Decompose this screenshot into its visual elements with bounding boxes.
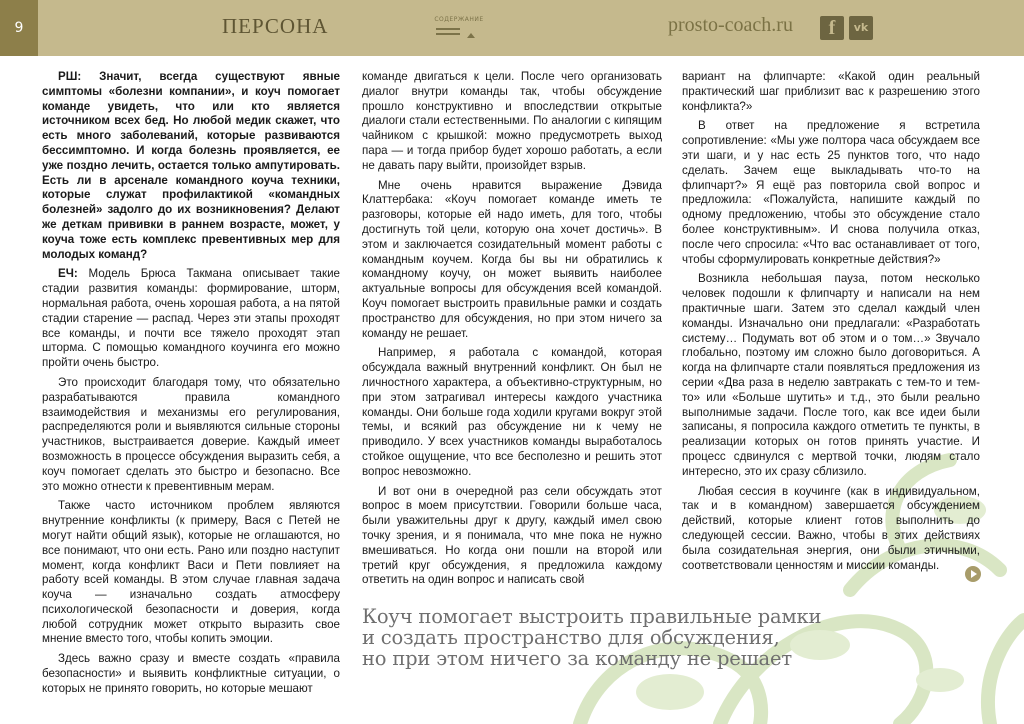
paragraph: Любая сессия в коучинге (как в индивидуальном, так и в командном) завершается обсуждением действий, которые клиент готов выполнить до следующей сессии. Важно, чтобы в этих действиях была созидательная энергия, они были этичными, соответствовали ценностям и миссии команды. (682, 484, 980, 572)
pull-quote-line: но при этом ничего за команду не решает (362, 647, 792, 670)
paragraph: Также часто источником проблем являются внутренние конфликты (к примеру, Вася с Петей не могут найти общий язык), которые не оглашаются, но все понимают, что они есть. Рано или поздно наступит момент, когда конфликт Васи и Пети повлияет на работу всей команды. В этом случае главная задача коуча — изначально создать атмосферу психологической безопасности и доверия, когда любой сотрудник может открыто выразить свое мнение вместо того, чтобы копить эмоции. (42, 499, 340, 646)
menu-icon (436, 28, 460, 35)
column-3 (682, 70, 980, 600)
answer-text: Модель Брюса Такмана описывает такие стадии развития команды: формирование, шторм, нормальная работа, очень хорошая работа, а на пятой стадии старение — распад. Через эти этапы проходят все команды, и почти все тяжело проходят этап шторма. С помощью командного коучинга его можно пройти очень быстро. (42, 267, 340, 370)
header-bar (0, 0, 1024, 56)
pull-quote (362, 606, 922, 669)
paragraph: Здесь важно сразу и вместе создать «правила безопасности» и выявить конфликтные ситуации, о которых не принято говорить, но которые мешают (42, 652, 340, 695)
pull-quote-line: Коуч помогает выстроить правильные рамки (362, 605, 822, 628)
facebook-icon[interactable]: f (820, 16, 844, 40)
speaker-label: ЕЧ: (58, 267, 78, 281)
interview-question (42, 70, 340, 262)
site-link[interactable]: prosto-coach.ru (668, 14, 793, 36)
page-number: 9 (0, 0, 38, 56)
paragraph: В ответ на предложение я встретила сопротивление: «Мы уже полтора часа обсуждаем все эти шаги, и у нас есть 25 пунктов того, что надо сделать. Зачем еще выкладывать что-то на флипчарт?» Я ещё раз повторила свой вопрос и предложила: «Пожалуйста, напишите каждый по одному предложению, чтобы это обсуждение стало более конструктивным». И снова получила отказ, после чего спросила: «Что вас останавливает от того, чтобы сформулировать конкретные действия?» (682, 119, 980, 266)
paragraph: вариант на флипчарте: «Какой один реальный практический шаг приблизит вас к разрешению этого конфликта?» (682, 70, 980, 113)
column-2 (362, 70, 662, 590)
section-title: ПЕРСОНА (222, 14, 329, 38)
interview-answer (42, 267, 340, 371)
toc-label: СОДЕРЖАНИЕ (434, 16, 484, 23)
speaker-label: РШ: (58, 70, 82, 83)
pull-quote-line: и создать пространство для обсуждения, (362, 626, 780, 649)
arrow-up-icon (467, 33, 475, 38)
next-page-icon[interactable] (965, 566, 981, 582)
question-text: Значит, всегда существуют явные симптомы «болезни компании», и коуч помогает команде увидеть, что или кто является источником всех бед. Но любой медик скажет, что есть много заболеваний, которые развиваются бессимптомно. И когда болезнь проявляется, ее уже поздно лечить, остается только ампутировать. Есть ли в арсенале командного коуча техники, которые служат профилактикой «командных болезней» задолго до их возникновения? Делают же деткам прививки в раннем возрасте, может, у коуча тоже есть комплекс превентивных мер для молодых команд? (42, 70, 340, 261)
paragraph: И вот они в очередной раз сели обсуждать этот вопрос в моем присутствии. Говорили больше часа, были уважительны друг к другу, каждый имел свою точку зрения, и я понимала, что мне пока не нужно вмешиваться. Но когда они пошли на второй или третий круг обсуждения, я предложила каждому ответить на один вопрос и написать свой (362, 484, 662, 587)
vk-icon[interactable]: vk (849, 16, 873, 40)
column-1 (42, 70, 340, 715)
paragraph: Мне очень нравится выражение Дэвида Клаттербака: «Коуч помогает команде иметь те разговоры, которые ей надо иметь, для того, чтобы достигнуть той цели, которую она хочет достичь». В этом и заключается созидательный момент работы с командным коучем. Когда бы вы ни обратились к командному коучу, он может выявить наиболее актуальные вопросы для обсуждения всей командой. Коуч помогает выстроить правильные рамки и создать пространство для обсуждения, но при этом ничего за команду не решает. (362, 178, 662, 340)
toc-button[interactable] (432, 16, 486, 38)
paragraph: команде двигаться к цели. После чего организовать диалог внутри команды так, чтобы обсуждение прошло конструктивно и впоследствии открытые диалоги стали естественными. По аналогии с кипящим чайником с крышкой: можно предусмотреть выход пара — и тогда прибор будет хорошо работать, а если не давать пару выйти, произойдет взрыв. (362, 70, 662, 172)
paragraph: Возникла небольшая пауза, потом несколько человек подошли к флипчарту и написали на нем практичные шаги. Затем это сделал каждый член команды. Изначально они предлагали: «Разработать систему… Подумать вот об этом и о том…» Звучало глобально, поэтому им сложно было договориться. А когда на флипчарте стали появляться предложения из серии «Два раза в неделю завтракать с тем-то и тем-то» или «Больше шутить» и т.д., это были реально выполнимые задачи. После того, как все идеи были записаны, я попросила каждого отметить те пункты, в реализации которых он готов принять участие. И процесс сдвинулся с мертвой точки, людям стало интересно, это их сразу сблизило. (682, 272, 980, 478)
paragraph: Это происходит благодаря тому, что обязательно разрабатываются правила командного взаимодействия и механизмы его регулирования, распределяются роли и выявляются сильные стороны участников, выстраивается доверие. Каждый имеет возможность в процессе обсуждения выразить себя, а коуч помогает сделать это быстро и безопасно. Все это можно отнести к превентивным мерам. (42, 375, 340, 493)
paragraph: Например, я работала с командой, которая обсуждала важный внутренний конфликт. Он был не личностного характера, а объективно-структурным, но при этом затрагивал интересы каждого участника команды. Они больше года ходили кругами вокруг этой темы, и всякий раз обсуждение ни к чему не приводило. У всех участников команды выработалось стойкое ощущение, что все бесполезно и решить этот вопрос невозможно. (362, 346, 662, 478)
